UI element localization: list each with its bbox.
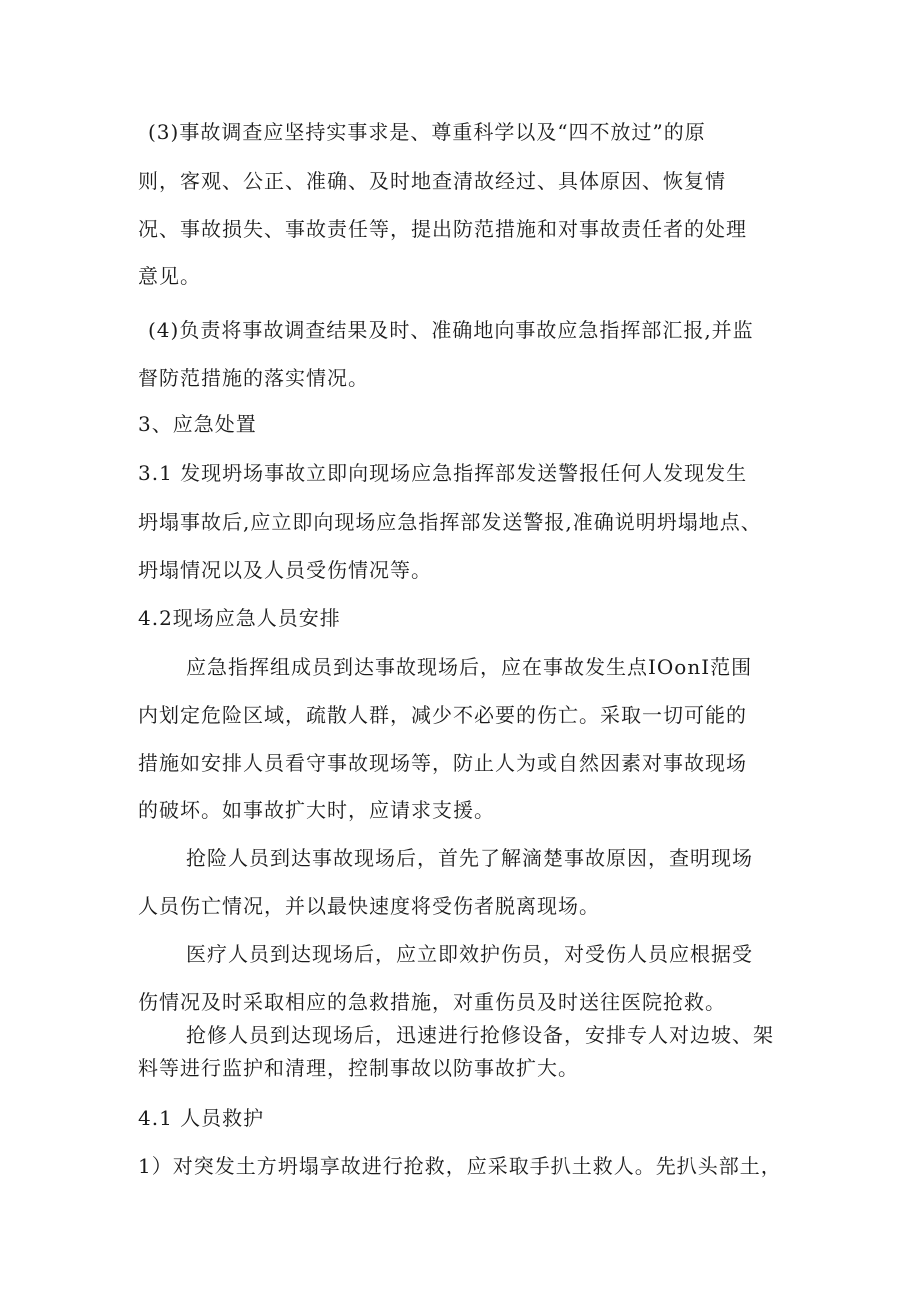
paragraph-line: 况、事故损失、事故责任等，提出防范措施和对事故责任者的处理 <box>138 217 747 241</box>
paragraph-line: 的破坏。如事故扩大时，应请求支援。 <box>138 798 495 822</box>
paragraph-line: 意见。 <box>138 264 201 288</box>
paragraph-line: 料等进行监护和清理，控制事故以防事故扩大。 <box>138 1056 579 1080</box>
paragraph-line: 抢险人员到达事故现场后，首先了解滴楚事故原因，查明现场 <box>186 846 753 870</box>
paragraph-line: 1）对突发土方坍塌享故进行抢救，应采取手扒土救人。先扒头部土， <box>138 1154 782 1178</box>
paragraph-line: (4)负责将事故调查结果及时、准确地向事故应急指挥部汇报,并监 <box>148 318 754 342</box>
paragraph-line: 3.1 发现坍场事故立即向现场应急指挥部发送警报任何人发现发生 <box>138 461 748 485</box>
paragraph-line: 人员伤亡情况，并以最快速度将受伤者脱离现场。 <box>138 894 600 918</box>
paragraph-line: 坍塌情况以及人员受伤情况等。 <box>138 558 432 582</box>
paragraph-line: 则，客观、公正、准确、及时地查清故经过、具体原因、恢复情 <box>138 169 726 193</box>
paragraph-line: 抢修人员到达现场后，迅速进行抢修设备，安排专人对边坡、架 <box>186 1023 774 1047</box>
paragraph-line: 督防范措施的落实情况。 <box>138 366 369 390</box>
paragraph-line: 应急指挥组成员到达事故现场后，应在事故发生点IOonI范围 <box>186 655 753 679</box>
paragraph-line: 医疗人员到达现场后，应立即效护伤员，对受伤人员应根据受 <box>186 942 753 966</box>
section-heading: 4.2现场应急人员安排 <box>138 606 341 630</box>
section-heading: 4.1 人员救护 <box>138 1106 265 1130</box>
paragraph-line: 伤情况及时采取相应的急救措施，对重伤员及时送往医院抢救。 <box>138 990 726 1014</box>
paragraph-line: (3)事故调查应坚持实事求是、尊重科学以及“四不放过”的原 <box>148 120 706 144</box>
paragraph-line: 坍塌事故后,应立即向现场应急指挥部发送警报,准确说明坍塌地点、 <box>138 510 762 534</box>
paragraph-line: 内划定危险区域，疏散人群，减少不必要的伤亡。采取一切可能的 <box>138 703 747 727</box>
paragraph-line: 措施如安排人员看守事故现场等，防止人为或自然因素对事故现场 <box>138 751 747 775</box>
section-heading: 3、应急处置 <box>138 412 257 436</box>
